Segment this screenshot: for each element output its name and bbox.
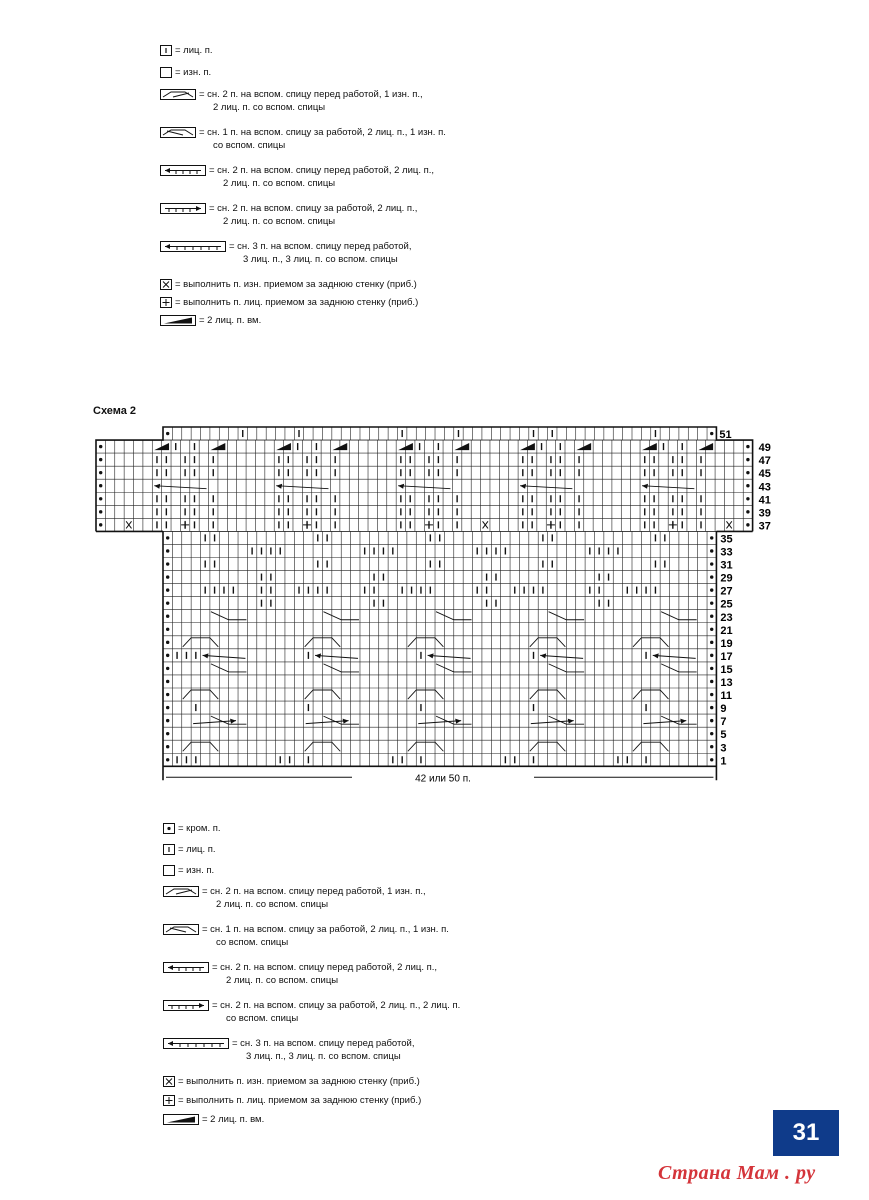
- row-label: 3: [720, 742, 727, 755]
- row-label: 41: [758, 494, 771, 507]
- cable-arrowhead: [154, 484, 160, 489]
- legend-item: [163, 864, 460, 877]
- legend-text: = сн. 1 п. на вспом. спицу за работой, 2 лиц. п., 1 изн. п.: [199, 127, 446, 139]
- edge-stitch-mark: [710, 562, 713, 565]
- row-label: 39: [758, 507, 771, 520]
- cable-c2f1p-symbol: [163, 886, 199, 897]
- cable-arrowhead: [276, 484, 282, 489]
- cable-arrowhead: [455, 719, 461, 724]
- legend-item: [163, 822, 460, 835]
- legend-text: = выполнить п. лиц. приемом за заднюю стенку (приб.): [175, 297, 419, 309]
- row-label: 17: [720, 650, 733, 663]
- row-label: 33: [720, 546, 733, 559]
- legend-text: = выполнить п. изн. приемом за заднюю стенку (приб.): [178, 1076, 420, 1088]
- cable-arrow: [418, 721, 461, 724]
- row-label: 15: [720, 663, 733, 676]
- cable-c2b2k-symbol: [163, 1000, 209, 1011]
- width-label: 42 или 50 п.: [415, 773, 471, 785]
- cable-arrowhead: [230, 719, 236, 724]
- edge-stitch-mark: [99, 523, 102, 526]
- row-label: 51: [719, 429, 732, 442]
- cable-c3f3k-symbol: [163, 1038, 229, 1049]
- legend-item: [163, 1075, 460, 1088]
- legend-item: [163, 885, 460, 911]
- legend-text: = кром. п.: [178, 823, 221, 834]
- legend-text: = изн. п.: [178, 865, 215, 877]
- edge-stitch-mark: [166, 601, 169, 604]
- chart-title: Схема 2: [93, 405, 137, 417]
- edge-stitch-mark: [746, 523, 749, 526]
- cable-arrow: [306, 721, 349, 724]
- row-label: 7: [720, 716, 727, 729]
- cable-arrowhead: [642, 484, 648, 489]
- legend-text-continued: 2 лиц. п. со вспом. спицы: [216, 899, 329, 911]
- row-label: 27: [720, 585, 733, 598]
- edge-stitch-mark: [166, 628, 169, 631]
- row-label: 25: [720, 598, 733, 611]
- cable-arrowhead: [315, 653, 321, 658]
- legend-item: [163, 843, 460, 856]
- legend-text-continued: 3 лиц. п., 3 лиц. п. со вспом. спицы: [246, 1051, 401, 1063]
- legend-text: = сн. 1 п. на вспом. спицу за работой, 2 лиц. п., 1 изн. п.: [202, 924, 449, 936]
- edge-stitch-mark: [166, 549, 169, 552]
- edge-stitch-mark: [710, 680, 713, 683]
- edge-stitch-mark: [166, 758, 169, 761]
- legend-item: [163, 1113, 460, 1126]
- legend-text-continued: 2 лиц. п. со вспом. спицы: [223, 216, 336, 228]
- edge-stitch-mark: [746, 484, 749, 487]
- edge-stitch-mark: [710, 432, 713, 435]
- row-label: 31: [720, 559, 733, 572]
- cable-arrow: [193, 721, 236, 724]
- legend-text-continued: 2 лиц. п. со вспом. спицы: [226, 975, 339, 987]
- row-label: 37: [758, 520, 771, 533]
- edge-stitch-mark: [746, 497, 749, 500]
- cable-arrowhead: [568, 719, 574, 724]
- edge-stitch-mark: [710, 732, 713, 735]
- row-label: 35: [720, 533, 733, 546]
- edge-stitch-mark: [166, 680, 169, 683]
- cable-c1b2k1p-symbol: [163, 924, 199, 935]
- legend-text-continued: со вспом. спицы: [226, 1013, 299, 1025]
- page-number-badge: 31: [773, 1110, 839, 1156]
- edge-stitch-mark: [746, 510, 749, 513]
- row-label: 19: [720, 637, 733, 650]
- edge-stitch-mark: [710, 588, 713, 591]
- edge-stitch-mark: [166, 641, 169, 644]
- edge-stitch-mark: [166, 745, 169, 748]
- row-label: 21: [720, 624, 733, 637]
- cable-arrow: [653, 655, 696, 658]
- edge-stitch-mark: [99, 445, 102, 448]
- legend-text: = выполнить п. изн. приемом за заднюю стенку (приб.): [175, 279, 417, 291]
- edge-stitch-mark: [710, 575, 713, 578]
- legend-text: = выполнить п. лиц. приемом за заднюю стенку (приб.): [178, 1095, 422, 1107]
- cable-arrowhead: [428, 653, 434, 658]
- edge-stitch-mark: [166, 719, 169, 722]
- legend-text-continued: со вспом. спицы: [213, 140, 286, 152]
- row-label: 49: [758, 442, 771, 455]
- edge-stitch-mark: [746, 458, 749, 461]
- edge-stitch-mark: [746, 445, 749, 448]
- legend-item: [163, 961, 460, 987]
- cable-arrowhead: [343, 719, 349, 724]
- edge-stitch-mark: [166, 588, 169, 591]
- legend-text: = изн. п.: [175, 67, 212, 79]
- edge-stitch-mark: [710, 758, 713, 761]
- edge-stitch-mark: [746, 471, 749, 474]
- cable-arrow: [540, 655, 583, 658]
- cable-arrowhead: [398, 484, 404, 489]
- legend-text: = сн. 2 п. на вспом. спицу перед работой, 1 изн. п.,: [202, 886, 426, 898]
- cable-arrowhead: [203, 653, 209, 658]
- row-label: 43: [758, 481, 771, 494]
- increase-purl-symbol: [163, 1076, 175, 1087]
- row-label: 11: [720, 690, 733, 703]
- edge-stitch-mark: [710, 601, 713, 604]
- row-label: 45: [758, 468, 771, 481]
- legend-text-continued: 2 лиц. п. со вспом. спицы: [223, 178, 336, 190]
- edge-stitch-mark: [166, 654, 169, 657]
- legend-text: = сн. 2 п. на вспом. спицу перед работой, 2 лиц. п.,: [209, 165, 435, 177]
- edge-stitch-mark: [710, 706, 713, 709]
- edge-stitch-mark: [710, 654, 713, 657]
- cable-arrow: [643, 721, 686, 724]
- legend-item: [163, 1094, 460, 1107]
- legend-text: = сн. 3 п. на вспом. спицу перед работой,: [232, 1038, 415, 1050]
- purl-symbol: [163, 865, 175, 876]
- edge-stitch-mark: [99, 458, 102, 461]
- watermark: Страна Мам . ру: [658, 1162, 816, 1184]
- edge-stitch-mark: [710, 549, 713, 552]
- legend-text-continued: 2 лиц. п. со вспом. спицы: [213, 102, 326, 114]
- edge-stitch-mark: [166, 562, 169, 565]
- edge-stitch-mark: [166, 706, 169, 709]
- legend-text: = лиц. п.: [178, 844, 216, 856]
- edge-stitch-mark: [166, 432, 169, 435]
- edge-stitch-mark: [710, 536, 713, 539]
- legend-text: = 2 лиц. п. вм.: [199, 315, 262, 327]
- cable-arrow: [531, 721, 574, 724]
- legend-text: = лиц. п.: [175, 45, 213, 56]
- cable-arrowhead: [653, 653, 659, 658]
- edge-stitch-mark: [166, 536, 169, 539]
- legend-text: = сн. 2 п. на вспом. спицу за работой, 2 лиц. п., 2 лиц. п.: [212, 1000, 461, 1012]
- k2tog-symbol: [163, 1114, 199, 1125]
- edge-stitch-mark: [710, 719, 713, 722]
- edge-stitch-mark: [166, 732, 169, 735]
- legend-text: = сн. 3 п. на вспом. спицу перед работой,: [229, 241, 412, 253]
- legend-text: = сн. 2 п. на вспом. спицу за работой, 2 лиц. п.,: [209, 203, 418, 215]
- row-label: 23: [720, 611, 733, 624]
- edge-stitch-mark: [99, 510, 102, 513]
- row-label: 13: [720, 677, 733, 689]
- row-label: 47: [758, 455, 771, 468]
- edge-stitch-mark: [710, 628, 713, 631]
- row-label: 29: [720, 572, 733, 585]
- cable-arrowhead: [520, 484, 526, 489]
- edge-stitch-mark: [99, 497, 102, 500]
- cable-arrow: [428, 655, 471, 658]
- row-label: 9: [720, 703, 727, 716]
- legend-bottom: [163, 822, 460, 1126]
- edge-stitch-mark: [166, 667, 169, 670]
- cable-arrow: [315, 655, 358, 658]
- edge-stitch-mark: [710, 693, 713, 696]
- edge-stitch-mark: [710, 745, 713, 748]
- edge-stitch-mark: [710, 615, 713, 618]
- edge-stitch-mark: [99, 484, 102, 487]
- row-label: 1: [720, 755, 727, 768]
- row-label: 5: [720, 729, 727, 742]
- cable-c2f2k-symbol: [163, 962, 209, 973]
- legend-text-continued: со вспом. спицы: [216, 937, 289, 949]
- edge-stitch-mark: [166, 575, 169, 578]
- legend-text-continued: 3 лиц. п., 3 лиц. п. со вспом. спицы: [243, 254, 398, 266]
- increase-knit-symbol: [163, 1095, 175, 1106]
- edge-stitch-mark: [166, 693, 169, 696]
- legend-item: [163, 1037, 460, 1063]
- legend-item: [163, 923, 460, 949]
- legend-text: = сн. 2 п. на вспом. спицу перед работой, 1 изн. п.,: [199, 89, 423, 101]
- legend-text: = 2 лиц. п. вм.: [202, 1114, 265, 1126]
- edge-stitch-mark: [710, 667, 713, 670]
- edge-stitch-mark: [710, 641, 713, 644]
- cable-arrowhead: [680, 719, 686, 724]
- cable-arrowhead: [540, 653, 546, 658]
- edge-stitch-mark: [99, 471, 102, 474]
- knit-symbol: [163, 844, 175, 855]
- legend-text: = сн. 2 п. на вспом. спицу перед работой, 2 лиц. п.,: [212, 962, 438, 974]
- edge-stitch-mark: [166, 615, 169, 618]
- cable-arrow: [203, 655, 246, 658]
- legend-item: [163, 999, 460, 1025]
- edge-stitch-symbol: [163, 823, 175, 834]
